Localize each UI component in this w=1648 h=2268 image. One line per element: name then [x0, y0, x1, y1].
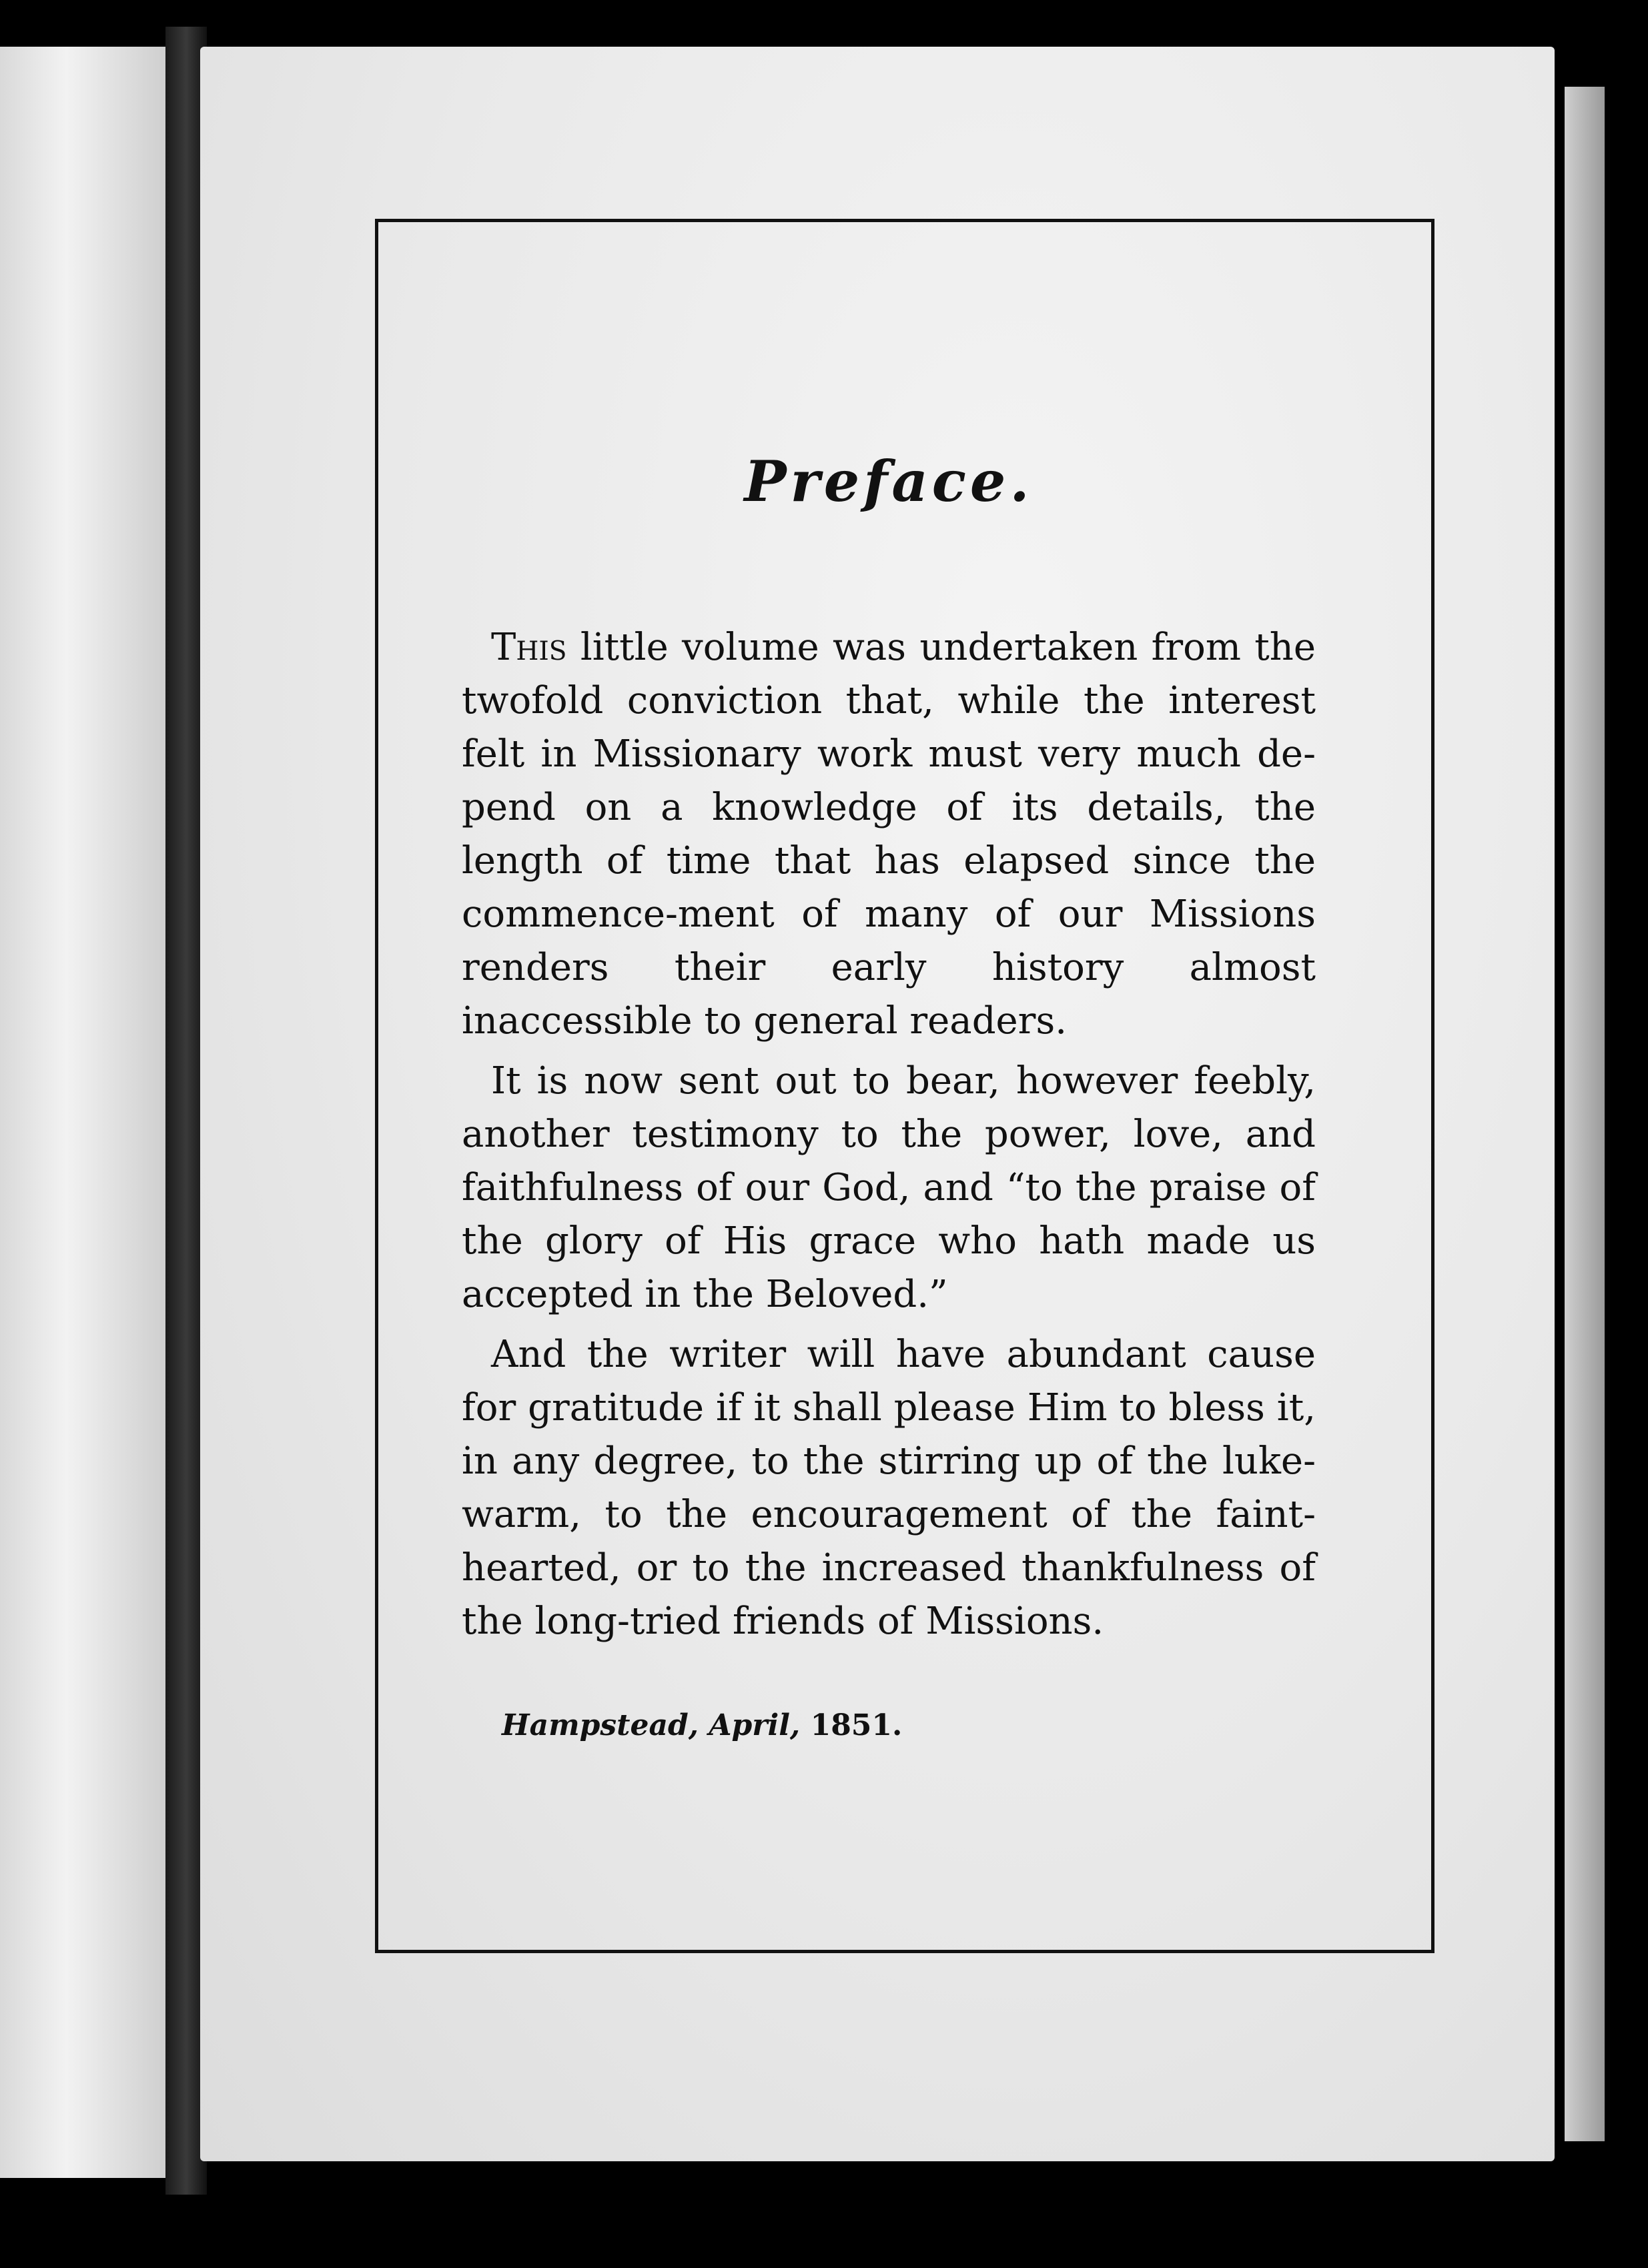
signature-place-date: Hampstead, April,	[502, 1708, 801, 1742]
preface-paragraph-3	[462, 1328, 1316, 1648]
paragraph-lead-word: This	[491, 626, 567, 669]
preface-paragraph-1	[462, 621, 1316, 1048]
paragraph-text: It is now sent out to bear, however feebly, another testimony to the power, love, and faithfulness of our God, and “to the praise of the glory of His grace who hath made us accepted in the Beloved.”	[462, 1059, 1316, 1316]
page-edge-right	[1565, 87, 1605, 2141]
book-page	[200, 47, 1555, 2161]
facing-page-edge	[0, 47, 165, 2178]
preface-signature	[502, 1708, 1316, 1742]
paragraph-text: little volume was undertaken from the twofold conviction that, while the interest felt in Missionary work must very much de-pend on a knowledge of its details, the length of time that has elapsed since the commence-ment of many of our Missions renders their early history almost inaccessible to general readers.	[462, 626, 1316, 1043]
signature-year: 1851.	[810, 1708, 903, 1742]
preface-text-block	[462, 448, 1316, 1742]
paragraph-text: And the writer will have abundant cause for gratitude if it shall please Him to bless it, in any degree, to the stirring up of the luke-warm, to the encouragement of the faint-hearted, or to the increased thankfulness of the long-tried friends of Missions.	[462, 1333, 1316, 1643]
preface-title: Preface.	[744, 448, 1034, 514]
preface-paragraph-2	[462, 1055, 1316, 1321]
